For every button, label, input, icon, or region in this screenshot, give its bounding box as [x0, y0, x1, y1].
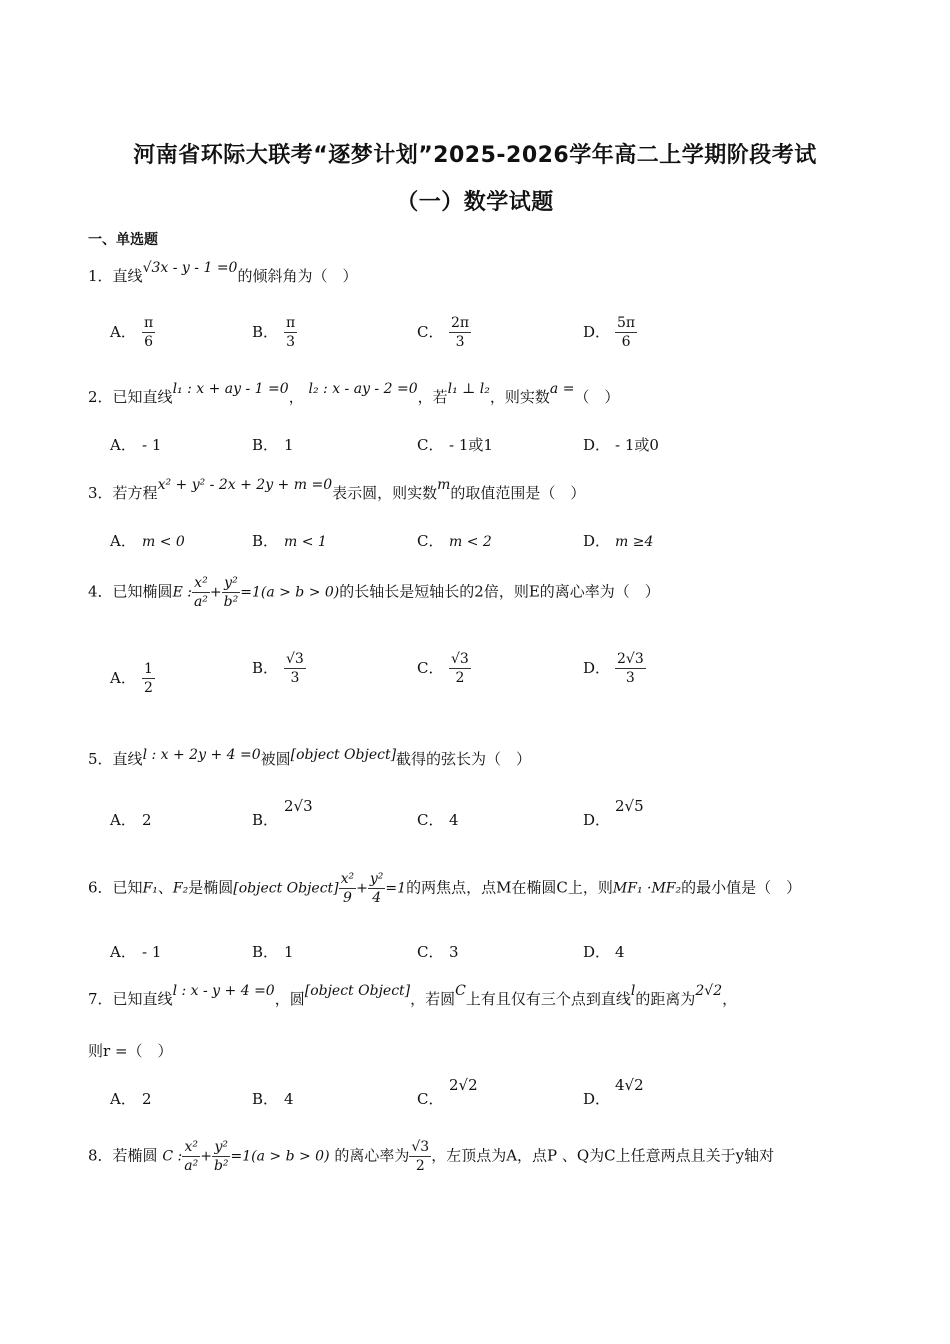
option-c[interactable]: C．2√2 [417, 1076, 478, 1108]
option-b[interactable]: B． $\frac{√3}{3}$ [252, 651, 304, 686]
section-heading: 一、单选题 [88, 232, 158, 248]
question-text: 的倾斜角为（ ） [237, 267, 358, 285]
question-text: 直线 [112, 267, 143, 285]
math-expression: =1(a > b > 0) [240, 584, 340, 601]
option-c[interactable]: C． $\frac{√3}{2}$ [417, 651, 469, 686]
question-number: 3． [88, 484, 113, 502]
question-number: 4． [88, 582, 113, 601]
option-b[interactable]: B． 1 [252, 943, 294, 961]
question-number: 6． [88, 878, 113, 897]
option-a[interactable]: A． m < 0 [110, 532, 185, 550]
math-expression: l : x - y + 4 =0 [172, 983, 275, 999]
option-a[interactable]: A． - 1 [110, 436, 162, 454]
question-8: 8．若椭圆 C : $\frac{\text{x²}}{\text{a²}}$ + $\frac{\text{y²}}{\text{b²}}$ =1(a > b > 0) 的离心率为 $\frac{√3}{2}$ ，左顶点为A，点P 、Q为C上任意两点且关于y轴对 [88, 1139, 775, 1174]
fraction: $\frac{\text{x²}}{\text{a²}}$ [184, 1139, 199, 1174]
option-c[interactable]: C． 3 [417, 943, 459, 961]
math-expression: x² + y² - 2x + 2y + m =0 [157, 477, 333, 493]
fraction: $\frac{5\pi}{6}$ [617, 315, 636, 350]
option-d[interactable]: D． $\frac{2√3}{3}$ [583, 651, 644, 686]
option-c[interactable]: C． 4 [417, 811, 459, 829]
fraction: $\frac{\text{y²}}{4}$ [369, 871, 384, 906]
option-a[interactable]: A． 2 [110, 1090, 152, 1108]
option-d[interactable]: D． $\frac{5\pi}{6}$ [583, 315, 636, 350]
page-subtitle: （一）数学试题 [396, 190, 554, 215]
fraction: $\frac{1}{2}$ [144, 661, 153, 696]
option-b[interactable]: B． $\frac{\pi}{3}$ [252, 315, 296, 350]
question-1 [88, 260, 358, 286]
question-3: 3．若方程x² + y² - 2x + 2y + m =0表示圆，则实数m的取值范围是（ ） [88, 477, 586, 502]
option-c[interactable]: C． - 1或1 [417, 436, 493, 454]
question-7-line-2: 则r =（ ） [88, 1042, 173, 1060]
question-number: 8． [88, 1146, 113, 1165]
math-expression: [object Object] [304, 983, 411, 999]
option-d[interactable]: D． m ≥4 [583, 532, 654, 550]
fraction: $\frac{\text{x²}}{9}$ [340, 871, 355, 906]
question-number: 2． [88, 388, 113, 406]
option-d[interactable]: D．4√2 [583, 1076, 644, 1108]
question-5: 5．直线l : x + 2y + 4 =0被圆[object Object]截得的弦长为（ ） [88, 747, 532, 768]
question-number: 5． [88, 750, 113, 768]
question-number: 1． [88, 267, 113, 285]
option-a[interactable]: A． 2 [110, 811, 152, 829]
fraction: $\frac{2√3}{3}$ [617, 651, 644, 686]
fraction: $\frac{\pi}{3}$ [286, 315, 296, 350]
fraction: $\frac{\pi}{6}$ [144, 315, 154, 350]
question-6: 6．已知F₁、F₂是椭圆[object Object] $\frac{\text{x²}}{9}$ + $\frac{\text{y²}}{4}$ =1的两焦点，点M在椭圆C上，则MF₁ ·MF₂的最小值是（ ） [88, 871, 802, 906]
fraction: $\frac{√3}{3}$ [286, 651, 304, 686]
option-b[interactable]: B． 1 [252, 436, 294, 454]
option-d[interactable]: D． - 1或0 [583, 436, 659, 454]
option-c[interactable]: C． $\frac{2\pi}{3}$ [417, 315, 470, 350]
fraction: $\frac{\text{x²}}{\text{a²}}$ [193, 575, 208, 610]
fraction: $\frac{\text{y²}}{\text{b²}}$ [213, 1139, 229, 1174]
math-expression: l₁ : x + ay - 1 =0 [172, 381, 289, 397]
math-expression: l₁ ⊥ l₂ [447, 381, 490, 397]
option-a[interactable]: A． - 1 [110, 943, 162, 961]
option-c[interactable]: C． m < 2 [417, 532, 492, 550]
question-2: 2．已知直线l₁ : x + ay - 1 =0， l₂ : x - ay - 2 =0，若l₁ ⊥ l₂，则实数a =（ ） [88, 381, 620, 406]
fraction: $\frac{√3}{2}$ [411, 1139, 430, 1174]
math-variable: m [437, 477, 451, 493]
question-number: 7． [88, 990, 113, 1008]
page-title: 河南省环际大联考“逐梦计划”2025-2026学年高二上学期阶段考试 [133, 143, 817, 168]
option-d[interactable]: D． 4 [583, 943, 625, 961]
math-expression: √3x - y - 1 =0 [142, 260, 238, 276]
math-expression: l₂ : x - ay - 2 =0 [308, 381, 418, 397]
fraction: $\frac{\text{y²}}{\text{b²}}$ [223, 575, 239, 610]
math-expression: a = [549, 381, 575, 397]
math-expression: l : x + 2y + 4 =0 [142, 747, 261, 763]
math-expression: =1(a > b > 0) [230, 1148, 330, 1165]
fraction: $\frac{√3}{2}$ [451, 651, 469, 686]
option-b[interactable]: B． m < 1 [252, 532, 327, 550]
question-4: 4．已知椭圆E : $\frac{\text{x²}}{\text{a²}}$ + $\frac{\text{y²}}{\text{b²}}$ =1(a > b > 0)的长轴长是短轴长的2倍，则E的离心率为（ ） [88, 575, 660, 610]
option-b[interactable]: B． 4 [252, 1090, 294, 1108]
option-a[interactable]: A． $\frac{1}{2}$ [110, 661, 153, 696]
math-expression: MF₁ ·MF₂ [612, 880, 682, 897]
option-d[interactable]: D．2√5 [583, 797, 644, 829]
math-expression: [object Object] [290, 747, 397, 763]
option-b[interactable]: B．2√3 [252, 797, 313, 829]
option-a[interactable]: A． $\frac{\pi}{6}$ [110, 315, 154, 350]
question-7: 7．已知直线l : x - y + 4 =0，圆[object Object]，若圆C上有且仅有三个点到直线l的距离为2√2， [88, 983, 738, 1008]
fraction: $\frac{2\pi}{3}$ [451, 315, 470, 350]
